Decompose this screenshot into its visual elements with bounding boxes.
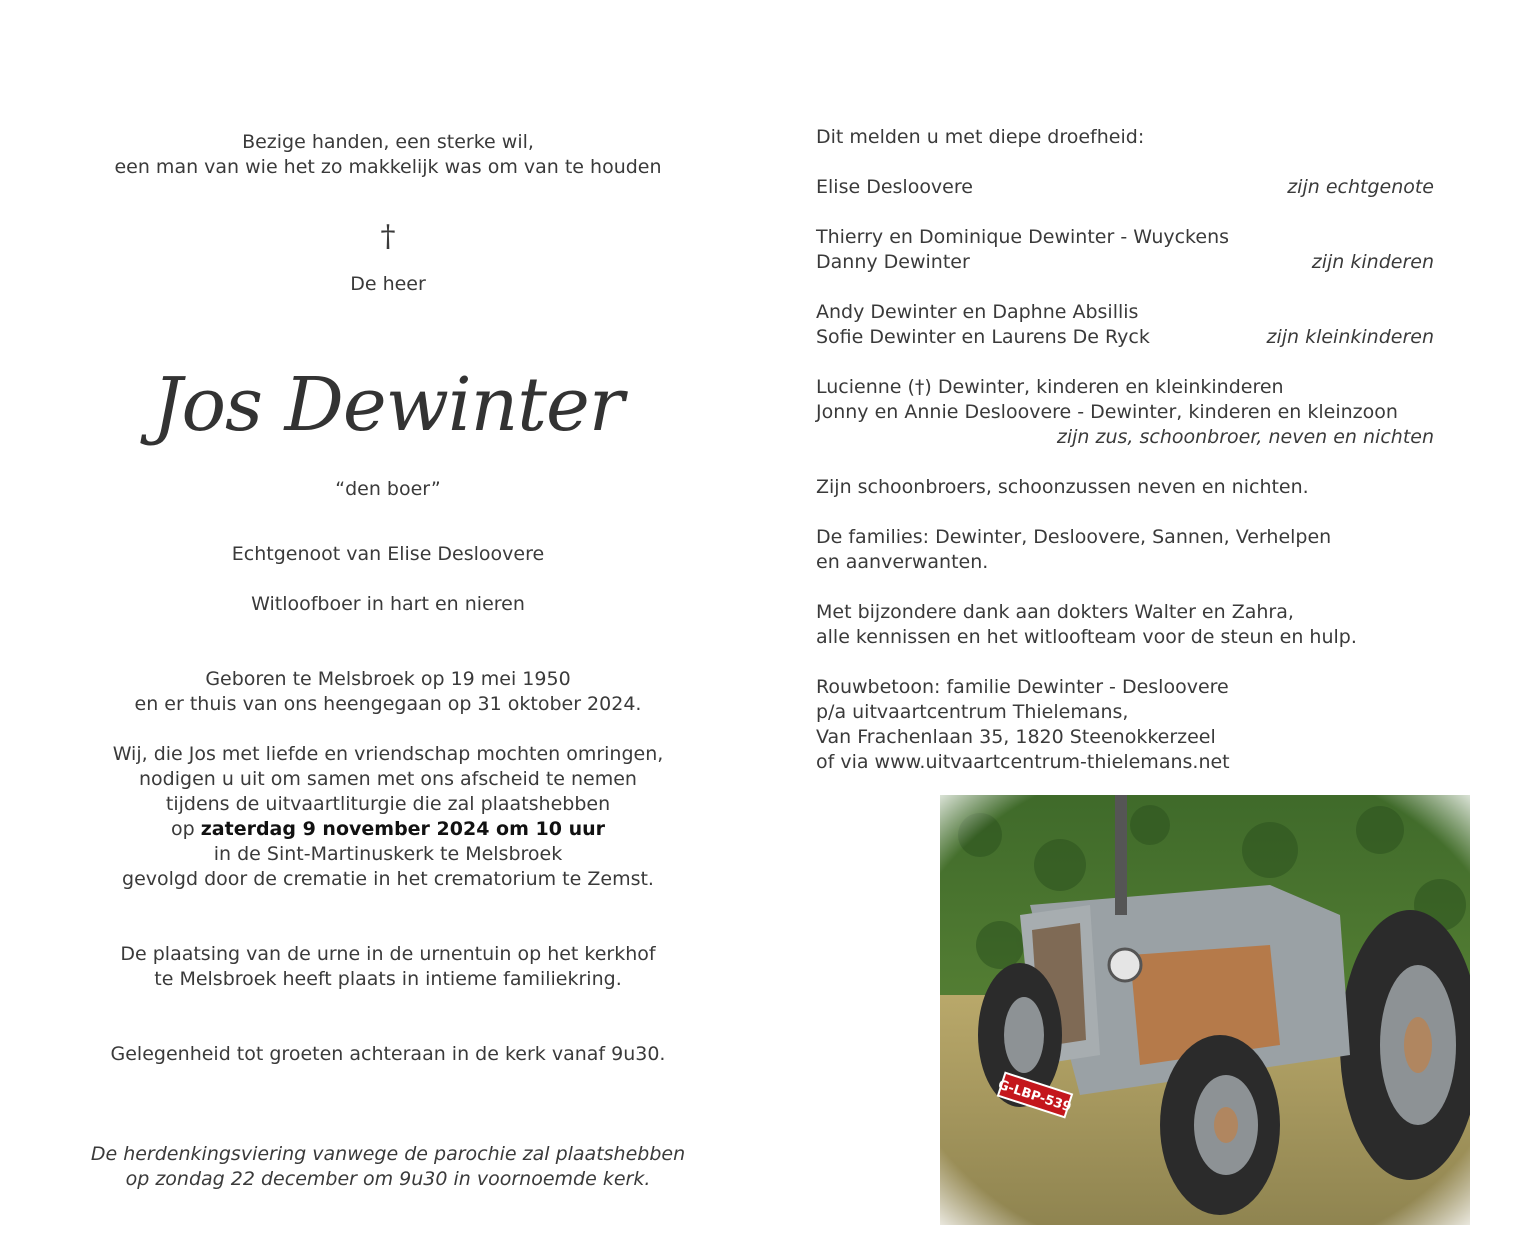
nickname: “den boer” <box>335 478 441 500</box>
condolence-line-4: of via www.uitvaartcentrum-thielemans.net <box>816 751 1230 773</box>
siblings-line-1: Lucienne (†) Dewinter, kinderen en kleinkinderen <box>816 376 1284 398</box>
memorial-line-2: op zondag 22 december om 9u30 in voornoemde kerk. <box>125 1168 651 1190</box>
grandchildren-row <box>816 325 1434 350</box>
deceased-name: Jos Dewinter <box>152 362 624 448</box>
quote-line-2: een man van wie het zo makkelijk was om van te houden <box>114 156 662 178</box>
occupation-line: Witloofboer in hart en nieren <box>251 593 525 615</box>
thanks-line-1: Met bijzondere dank aan dokters Walter en Zahra, <box>816 601 1294 623</box>
families-line-2: en aanverwanten. <box>816 551 989 573</box>
condolence-line-2: p/a uitvaartcentrum Thielemans, <box>816 701 1129 723</box>
spouse-line: Echtgenoot van Elise Desloovere <box>231 543 545 565</box>
location-line-1: in de Sint-Martinuskerk te Melsbroek <box>213 843 563 865</box>
grandchildren-line-2: Sofie Dewinter en Laurens De Ryck <box>816 326 1150 348</box>
thanks-line-2: alle kennissen en het witloofteam voor de steun en hulp. <box>816 626 1357 648</box>
greeting-line: Gelegenheid tot groeten achteraan in de kerk vanaf 9u30. <box>110 1043 666 1065</box>
spouse-row <box>816 175 1434 200</box>
quote-line-1: Bezige handen, een sterke wil, <box>242 131 534 153</box>
location-line-2: gevolgd door de crematie in het crematorium te Zemst. <box>122 868 654 890</box>
title-prefix: De heer <box>350 273 426 295</box>
grandchildren-relation: zijn kleinkinderen <box>1266 326 1434 348</box>
siblings-relation: zijn zus, schoonbroer, neven en nichten <box>1056 426 1434 448</box>
service-date <box>60 817 716 842</box>
families-line-1: De families: Dewinter, Desloovere, Sannen, Verhelpen <box>816 526 1332 548</box>
condolence-line-1: Rouwbetoon: familie Dewinter - Desloovere <box>816 676 1229 698</box>
cross-icon: † <box>380 219 396 254</box>
invitation-line-3: tijdens de uitvaartliturgie die zal plaatshebben <box>165 793 611 815</box>
right-panel <box>816 125 1434 775</box>
children-row <box>816 250 1434 275</box>
memorial-line-1: De herdenkingsviering vanwege de parochie zal plaatshebben <box>90 1143 686 1165</box>
date-bold: zaterdag 9 november 2024 om 10 uur <box>200 818 605 840</box>
left-panel <box>60 130 716 1192</box>
inlaws-line: Zijn schoonbroers, schoonzussen neven en nichten. <box>816 476 1309 498</box>
spouse-name: Elise Desloovere <box>816 176 973 198</box>
invitation-line-2: nodigen u uit om samen met ons afscheid te nemen <box>139 768 637 790</box>
spouse-relation: zijn echtgenote <box>1287 176 1434 198</box>
condolence-line-3: Van Frachenlaan 35, 1820 Steenokkerzeel <box>816 726 1216 748</box>
children-line-1: Thierry en Dominique Dewinter - Wuyckens <box>816 226 1230 248</box>
date-prefix: op <box>171 818 201 840</box>
urn-line-2: te Melsbroek heeft plaats in intieme familiekring. <box>154 968 622 990</box>
urn-line-1: De plaatsing van de urne in de urnentuin op het kerkhof <box>120 943 656 965</box>
tractor-photo <box>940 795 1470 1225</box>
intro-line: Dit melden u met diepe droefheid: <box>816 126 1145 148</box>
invitation-line-1: Wij, die Jos met liefde en vriendschap mochten omringen, <box>112 743 664 765</box>
children-relation: zijn kinderen <box>1311 251 1434 273</box>
birth-line-1: Geboren te Melsbroek op 19 mei 1950 <box>205 668 571 690</box>
birth-line-2: en er thuis van ons heengegaan op 31 oktober 2024. <box>134 693 642 715</box>
grandchildren-line-1: Andy Dewinter en Daphne Absillis <box>816 301 1139 323</box>
siblings-line-2: Jonny en Annie Desloovere - Dewinter, kinderen en kleinzoon <box>816 401 1398 423</box>
children-line-2: Danny Dewinter <box>816 251 970 273</box>
tractor-illustration <box>940 795 1470 1225</box>
